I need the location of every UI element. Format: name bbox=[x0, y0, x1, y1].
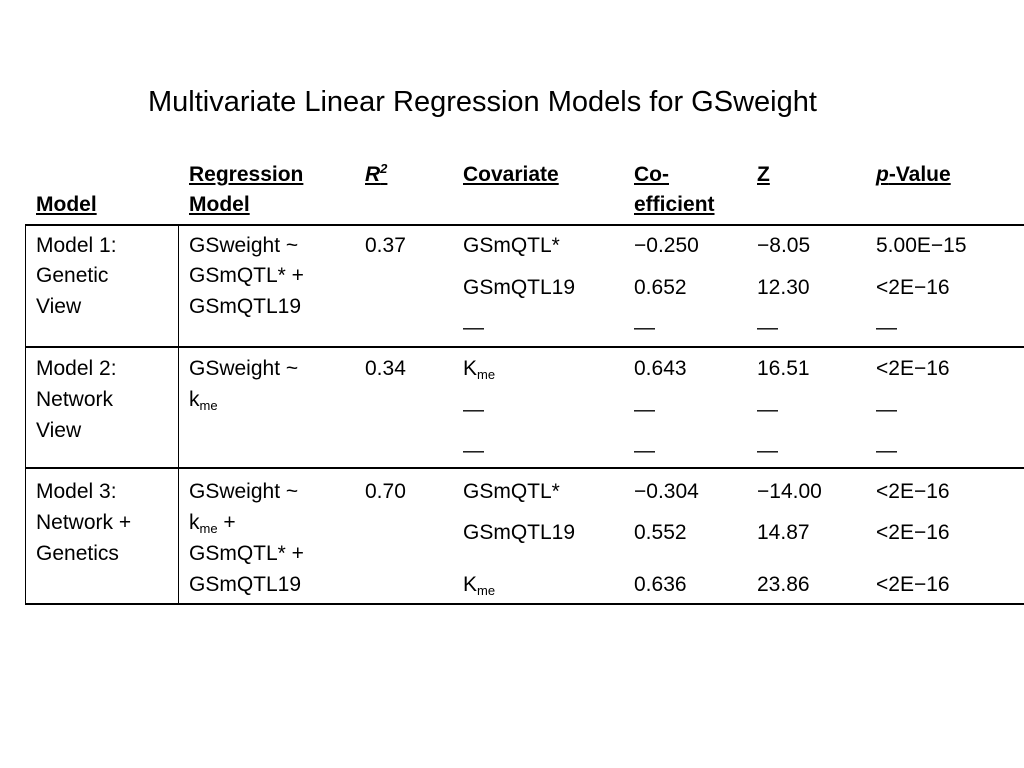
model-label-line: Genetic bbox=[36, 264, 109, 287]
p-value-cell: — bbox=[876, 439, 897, 462]
regression-formula-line: GSmQTL19 bbox=[189, 573, 302, 596]
covariate-cell: GSmQTL* bbox=[463, 234, 560, 257]
plus-sign: + bbox=[217, 511, 236, 534]
model-label-line: View bbox=[36, 295, 82, 318]
header-r-squared bbox=[365, 160, 387, 190]
k-subscript: me bbox=[199, 521, 218, 536]
header-z: Z bbox=[757, 163, 770, 186]
regression-formula-line: GSmQTL19 bbox=[189, 295, 302, 318]
column-divider bbox=[178, 224, 179, 605]
coefficient-cell: 0.652 bbox=[634, 276, 687, 299]
covariate-name: K bbox=[463, 357, 478, 380]
model-label-line: View bbox=[36, 419, 82, 442]
header-covariate: Covariate bbox=[463, 163, 559, 186]
covariate-cell: — bbox=[463, 439, 484, 462]
coefficient-cell: — bbox=[634, 398, 655, 421]
model-label-line: Model 3: bbox=[36, 480, 117, 503]
model-label-line: Model 2: bbox=[36, 357, 117, 380]
covariate-cell: GSmQTL19 bbox=[463, 521, 576, 544]
slide-title: Multivariate Linear Regression Models for GSweight bbox=[148, 86, 817, 118]
coefficient-cell: 0.636 bbox=[634, 573, 687, 596]
table-bottom-border bbox=[25, 603, 1024, 605]
p-rest: -Value bbox=[888, 163, 951, 186]
header-coefficient-line2: efficient bbox=[634, 193, 715, 216]
k-subscript: me bbox=[199, 398, 218, 413]
regression-formula-line bbox=[189, 508, 236, 538]
coefficient-cell: −0.304 bbox=[634, 480, 699, 503]
r-squared-value: 0.37 bbox=[365, 234, 406, 257]
row-divider bbox=[25, 346, 1024, 348]
p-letter: p bbox=[876, 163, 889, 186]
p-value-cell: <2E−16 bbox=[876, 521, 950, 544]
regression-formula-line bbox=[189, 385, 218, 415]
table-top-border bbox=[25, 224, 1024, 226]
covariate-cell: — bbox=[463, 316, 484, 339]
z-cell: 14.87 bbox=[757, 521, 810, 544]
p-value-cell: <2E−16 bbox=[876, 573, 950, 596]
model-label-line: Model 1: bbox=[36, 234, 117, 257]
z-cell: — bbox=[757, 398, 778, 421]
covariate-name: K bbox=[463, 573, 478, 596]
z-cell: −14.00 bbox=[757, 480, 822, 503]
r-letter: R bbox=[365, 163, 381, 186]
z-cell: — bbox=[757, 316, 778, 339]
coefficient-cell: — bbox=[634, 439, 655, 462]
k-variable: k bbox=[189, 388, 200, 411]
r-exponent: 2 bbox=[380, 161, 388, 176]
p-value-cell: 5.00E−15 bbox=[876, 234, 967, 257]
header-regression-line1: Regression bbox=[189, 163, 304, 186]
table-left-border bbox=[25, 224, 26, 605]
z-cell: 23.86 bbox=[757, 573, 810, 596]
z-cell: 12.30 bbox=[757, 276, 810, 299]
model-label-line: Network + bbox=[36, 511, 132, 534]
coefficient-cell: 0.552 bbox=[634, 521, 687, 544]
covariate-cell bbox=[463, 354, 495, 384]
header-model: Model bbox=[36, 193, 97, 216]
coefficient-cell: −0.250 bbox=[634, 234, 699, 257]
covariate-subscript: me bbox=[477, 583, 496, 598]
coefficient-cell: 0.643 bbox=[634, 357, 687, 380]
model-label-line: Network bbox=[36, 388, 114, 411]
r-squared-value: 0.34 bbox=[365, 357, 406, 380]
covariate-subscript: me bbox=[477, 367, 496, 382]
z-cell: 16.51 bbox=[757, 357, 810, 380]
covariate-cell: GSmQTL19 bbox=[463, 276, 576, 299]
header-regression-line2: Model bbox=[189, 193, 250, 216]
z-cell: — bbox=[757, 439, 778, 462]
coefficient-cell: — bbox=[634, 316, 655, 339]
regression-formula-line: GSweight ~ bbox=[189, 357, 299, 380]
model-label-line: Genetics bbox=[36, 542, 119, 565]
regression-formula-line: GSmQTL* + bbox=[189, 264, 304, 287]
row-divider bbox=[25, 467, 1024, 469]
p-value-cell: <2E−16 bbox=[876, 276, 950, 299]
covariate-cell: GSmQTL* bbox=[463, 480, 560, 503]
covariate-cell: — bbox=[463, 398, 484, 421]
p-value-cell: <2E−16 bbox=[876, 357, 950, 380]
header-p-value bbox=[876, 160, 951, 190]
regression-formula-line: GSmQTL* + bbox=[189, 542, 304, 565]
regression-formula-line: GSweight ~ bbox=[189, 234, 299, 257]
r-squared-value: 0.70 bbox=[365, 480, 406, 503]
covariate-cell bbox=[463, 570, 495, 600]
p-value-cell: — bbox=[876, 398, 897, 421]
p-value-cell: — bbox=[876, 316, 897, 339]
p-value-cell: <2E−16 bbox=[876, 480, 950, 503]
k-variable: k bbox=[189, 511, 200, 534]
z-cell: −8.05 bbox=[757, 234, 811, 257]
header-coefficient-line1: Co- bbox=[634, 163, 669, 186]
regression-formula-line: GSweight ~ bbox=[189, 480, 299, 503]
